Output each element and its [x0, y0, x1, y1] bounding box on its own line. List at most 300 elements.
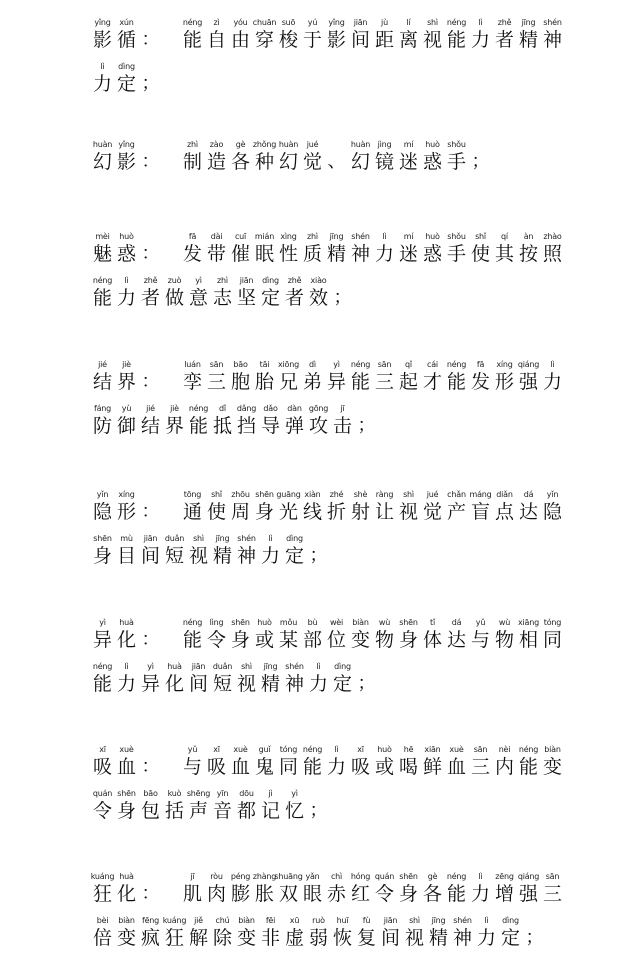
hanzi: ； [141, 73, 160, 94]
hanzi-with-pinyin [212, 403, 233, 438]
hanzi-with-pinyin [212, 533, 233, 568]
colon: ： [141, 243, 160, 264]
hanzi: 精 [428, 927, 448, 949]
hanzi: 手 [446, 151, 466, 173]
pinyin: néng [446, 18, 467, 27]
hanzi-with-pinyin [116, 489, 137, 524]
pinyin: tǐ [430, 618, 435, 627]
hanzi-with-pinyin [260, 788, 281, 823]
hanzi: 视 [422, 29, 442, 51]
pinyin: cuī [234, 232, 247, 241]
entry-meihuo [92, 222, 612, 310]
pinyin: yú [307, 18, 318, 27]
hanzi-with-pinyin [518, 489, 539, 524]
pinyin: tóng [543, 618, 562, 627]
pinyin: shén [351, 232, 370, 241]
pinyin: huò [425, 140, 440, 149]
hanzi-with-pinyin [398, 17, 419, 52]
pinyin: néng [92, 276, 113, 285]
hanzi: 狂 [164, 927, 184, 949]
hanzi-with-pinyin [230, 139, 251, 174]
hanzi: 弱 [308, 927, 328, 949]
hanzi-with-pinyin [326, 17, 347, 52]
hanzi-with-pinyin [206, 17, 227, 52]
pinyin: shè [353, 490, 368, 499]
pinyin: xī [99, 745, 106, 754]
pinyin: shǐ [211, 490, 222, 499]
hanzi: 眠 [254, 243, 274, 265]
hanzi-with-pinyin [398, 139, 419, 174]
pinyin: zào [209, 140, 224, 149]
hanzi-with-pinyin [518, 871, 539, 906]
hanzi: 或 [374, 756, 394, 778]
punctuation [332, 275, 353, 310]
hanzi: 离 [398, 29, 418, 51]
hanzi: 结 [92, 371, 112, 393]
hanzi: 包 [140, 800, 160, 822]
hanzi: 间 [350, 29, 370, 51]
hanzi-with-pinyin [278, 489, 299, 524]
pinyin: shén [543, 18, 562, 27]
entry-line [92, 52, 612, 96]
hanzi: 穿 [254, 29, 274, 51]
pinyin: wù [498, 618, 511, 627]
hanzi: 达 [446, 629, 466, 651]
hanzi: 同 [542, 629, 562, 651]
hanzi-with-pinyin [332, 403, 353, 438]
pinyin: gè [235, 140, 246, 149]
hanzi-with-pinyin [446, 359, 467, 394]
pinyin: cái [427, 360, 438, 369]
hanzi: 身 [92, 545, 112, 567]
entry-line [92, 130, 612, 174]
punctuation [356, 403, 377, 438]
hanzi: 催 [230, 243, 250, 265]
pinyin: guǐ [258, 745, 271, 754]
hanzi-with-pinyin [206, 744, 227, 779]
hanzi: 由 [230, 29, 250, 51]
hanzi: 胞 [230, 371, 250, 393]
hanzi-with-pinyin [494, 231, 515, 266]
pinyin: yǔ [475, 618, 486, 627]
pinyin: xuè [119, 745, 134, 754]
hanzi-with-pinyin [356, 915, 377, 950]
pinyin: lì [478, 872, 483, 881]
hanzi: 力 [326, 756, 346, 778]
pinyin: zhě [287, 276, 302, 285]
pinyin: néng [182, 18, 203, 27]
hanzi: 血 [446, 756, 466, 778]
hanzi-with-pinyin [164, 533, 185, 568]
hanzi: 质 [302, 243, 322, 265]
hanzi-with-pinyin [308, 915, 329, 950]
pinyin: sān [377, 360, 392, 369]
hanzi-with-pinyin [284, 788, 305, 823]
entry-yinxing [92, 480, 612, 568]
hanzi-with-pinyin [452, 915, 473, 950]
pinyin: dōu [239, 789, 254, 798]
entry-kuanghua [92, 862, 612, 950]
pinyin: jiān [239, 276, 254, 285]
hanzi: 循 [116, 29, 136, 51]
pinyin: shǒu [447, 140, 466, 149]
pinyin: néng [188, 404, 209, 413]
hanzi-with-pinyin [92, 661, 113, 696]
hanzi: 能 [518, 756, 538, 778]
pinyin: gè [427, 872, 438, 881]
pinyin: fáng [93, 404, 112, 413]
hanzi: 击 [332, 415, 352, 437]
hanzi-with-pinyin [188, 533, 209, 568]
hanzi-with-pinyin [446, 139, 467, 174]
hanzi: 发 [470, 371, 490, 393]
pinyin: fù [362, 916, 371, 925]
pinyin: yǐn [546, 490, 559, 499]
pinyin: shì [241, 662, 252, 671]
hanzi: 意 [188, 287, 208, 309]
hanzi-with-pinyin [230, 17, 251, 52]
hanzi-with-pinyin [326, 489, 347, 524]
pinyin: xíng [118, 490, 135, 499]
pinyin: néng [446, 872, 467, 881]
entry-line [92, 779, 612, 823]
hanzi: 折 [326, 501, 346, 523]
pinyin: néng [350, 360, 371, 369]
hanzi: 神 [542, 29, 562, 51]
hanzi-with-pinyin [92, 871, 113, 906]
hanzi: 三 [470, 756, 490, 778]
hanzi-with-pinyin [164, 403, 185, 438]
entry-line [92, 862, 612, 906]
pinyin: bāo [143, 789, 158, 798]
hanzi: 物 [494, 629, 514, 651]
hanzi-with-pinyin [116, 915, 137, 950]
pinyin: néng [518, 745, 539, 754]
hanzi-with-pinyin [350, 744, 371, 779]
pinyin: jié [146, 404, 155, 413]
hanzi: 非 [260, 927, 280, 949]
hanzi: 部 [302, 629, 322, 651]
hanzi: 短 [212, 673, 232, 695]
pinyin: zhào [543, 232, 562, 241]
pinyin: zhì [217, 276, 228, 285]
hanzi-with-pinyin [254, 17, 275, 52]
hanzi-with-pinyin [206, 871, 227, 906]
hanzi: 结 [140, 415, 160, 437]
hanzi-with-pinyin [308, 403, 329, 438]
pinyin: dìng [334, 662, 351, 671]
hanzi: 双 [278, 883, 298, 905]
hanzi-with-pinyin [236, 788, 257, 823]
hanzi-with-pinyin [140, 275, 161, 310]
hanzi: 化 [116, 883, 136, 905]
hanzi: 异 [140, 673, 160, 695]
hanzi-with-pinyin [470, 17, 491, 52]
pinyin: néng [92, 662, 113, 671]
hanzi: 虚 [284, 927, 304, 949]
pinyin: yǔ [187, 745, 198, 754]
hanzi-with-pinyin [140, 788, 161, 823]
hanzi: 或 [254, 629, 274, 651]
hanzi-with-pinyin [422, 871, 443, 906]
pinyin: ruò [312, 916, 325, 925]
hanzi: 惑 [116, 243, 136, 265]
hanzi: 力 [470, 29, 490, 51]
hanzi-with-pinyin [116, 275, 137, 310]
pinyin: shǒu [447, 232, 466, 241]
hanzi-with-pinyin [92, 403, 113, 438]
hanzi-with-pinyin [116, 359, 137, 394]
hanzi-with-pinyin [284, 403, 305, 438]
pinyin: mǒu [279, 618, 298, 627]
pinyin: zì [213, 18, 220, 27]
pinyin: lì [478, 18, 483, 27]
hanzi-with-pinyin [302, 139, 323, 174]
hanzi-with-pinyin [116, 661, 137, 696]
hanzi: 血 [230, 756, 250, 778]
pinyin: dài [210, 232, 223, 241]
pinyin: zuò [167, 276, 182, 285]
pinyin: dǐ [219, 404, 226, 413]
hanzi-with-pinyin [278, 231, 299, 266]
hanzi: 于 [302, 29, 322, 51]
pinyin: yǐng [328, 18, 345, 27]
hanzi: 志 [212, 287, 232, 309]
hanzi: 影 [116, 151, 136, 173]
pinyin: lì [382, 232, 387, 241]
hanzi-with-pinyin [212, 915, 233, 950]
pinyin: ròu [210, 872, 223, 881]
hanzi-with-pinyin [374, 231, 395, 266]
entry-yingxun [92, 8, 612, 96]
hanzi: 种 [254, 151, 274, 173]
hanzi-with-pinyin [260, 403, 281, 438]
pinyin: jīng [329, 232, 344, 241]
pinyin: zhōu [231, 490, 250, 499]
hanzi-with-pinyin [182, 231, 203, 266]
hanzi: ； [357, 415, 376, 436]
hanzi: 效 [308, 287, 328, 309]
entry-line [92, 350, 612, 394]
pinyin: zhì [187, 140, 198, 149]
hanzi: 红 [350, 883, 370, 905]
hanzi: 化 [116, 629, 136, 651]
hanzi: 带 [206, 243, 226, 265]
hanzi: 三 [206, 371, 226, 393]
hanzi-with-pinyin [212, 661, 233, 696]
hanzi: 强 [518, 883, 538, 905]
pinyin: shì [409, 916, 420, 925]
pinyin: jué [426, 490, 439, 499]
hanzi-with-pinyin [374, 744, 395, 779]
punctuation [140, 61, 161, 96]
hanzi: ； [309, 800, 328, 821]
hanzi: 惑 [422, 151, 442, 173]
pinyin: kuò [167, 789, 182, 798]
pinyin: néng [302, 745, 323, 754]
pinyin: jì [268, 789, 273, 798]
hanzi-with-pinyin [470, 359, 491, 394]
pinyin: jiān [143, 534, 158, 543]
hanzi: 短 [164, 545, 184, 567]
pinyin: shén [285, 662, 304, 671]
hanzi: 御 [116, 415, 136, 437]
pinyin: kuáng [90, 872, 115, 881]
hanzi-with-pinyin [92, 139, 113, 174]
hanzi-with-pinyin [212, 275, 233, 310]
colon: ： [141, 29, 160, 50]
hanzi-with-pinyin [140, 403, 161, 438]
pinyin: qiáng [517, 872, 540, 881]
hanzi-with-pinyin [308, 275, 329, 310]
hanzi-with-pinyin [398, 231, 419, 266]
hanzi-with-pinyin [278, 139, 299, 174]
hanzi-with-pinyin [374, 17, 395, 52]
hanzi-with-pinyin [274, 871, 303, 906]
pinyin: xiān [424, 745, 441, 754]
hanzi-with-pinyin [116, 403, 137, 438]
hanzi-with-pinyin [326, 871, 347, 906]
hanzi-with-pinyin [476, 915, 497, 950]
hanzi: ； [309, 545, 328, 566]
entry-line [92, 480, 612, 524]
hanzi-with-pinyin [308, 661, 329, 696]
entry-line [92, 222, 612, 266]
hanzi: 防 [92, 415, 112, 437]
pinyin: fā [188, 232, 197, 241]
hanzi: 挡 [236, 415, 256, 437]
entry-line [92, 8, 612, 52]
hanzi-with-pinyin [206, 617, 227, 652]
pinyin: dìng [118, 62, 135, 71]
hanzi: 能 [92, 287, 112, 309]
hanzi: 复 [356, 927, 376, 949]
hanzi-with-pinyin [374, 359, 395, 394]
pinyin: lì [550, 360, 555, 369]
hanzi: 制 [182, 151, 202, 173]
hanzi-with-pinyin [236, 275, 257, 310]
hanzi: 倍 [92, 927, 112, 949]
entry-xixue [92, 735, 612, 823]
pinyin: duǎn [164, 534, 185, 543]
hanzi: 能 [302, 756, 322, 778]
hanzi: 物 [374, 629, 394, 651]
hanzi-with-pinyin [350, 489, 371, 524]
hanzi: 能 [182, 29, 202, 51]
hanzi-with-pinyin [494, 617, 515, 652]
hanzi: 影 [92, 29, 112, 51]
pinyin: huà [167, 662, 182, 671]
pinyin: duǎn [212, 662, 233, 671]
hanzi: 吸 [350, 756, 370, 778]
pinyin: àn [523, 232, 534, 241]
hanzi-with-pinyin [350, 17, 371, 52]
pinyin: shén [453, 916, 472, 925]
pinyin: huà [119, 618, 134, 627]
pinyin: sān [473, 745, 488, 754]
hanzi: 界 [164, 415, 184, 437]
hanzi: 疯 [140, 927, 160, 949]
hanzi-with-pinyin [494, 871, 515, 906]
pinyin: xìng [280, 232, 297, 241]
hanzi-with-pinyin [494, 17, 515, 52]
hanzi-with-pinyin [254, 744, 275, 779]
hanzi: 力 [470, 883, 490, 905]
hanzi-with-pinyin [446, 17, 467, 52]
hanzi: 让 [374, 501, 394, 523]
hanzi-with-pinyin [116, 871, 137, 906]
hanzi-with-pinyin [518, 617, 539, 652]
hanzi-with-pinyin [254, 231, 275, 266]
pinyin: diǎn [496, 490, 513, 499]
hanzi-with-pinyin [254, 359, 275, 394]
entry-line [92, 906, 612, 950]
hanzi-with-pinyin [92, 61, 113, 96]
hanzi: 异 [92, 629, 112, 651]
pinyin: xuè [449, 745, 464, 754]
pinyin: mèi [95, 232, 110, 241]
hanzi-with-pinyin [518, 231, 539, 266]
hanzi: 赤 [326, 883, 346, 905]
pinyin: ràng [375, 490, 394, 499]
hanzi-with-pinyin [542, 17, 563, 52]
pinyin: lì [100, 62, 105, 71]
hanzi: 性 [278, 243, 298, 265]
hanzi: 某 [278, 629, 298, 651]
hanzi: 精 [212, 545, 232, 567]
pinyin: yǐng [118, 140, 135, 149]
hanzi-with-pinyin [302, 17, 323, 52]
hanzi-with-pinyin [404, 915, 425, 950]
hanzi-with-pinyin [92, 17, 113, 52]
hanzi-with-pinyin [188, 915, 209, 950]
hanzi: 迷 [398, 151, 418, 173]
pinyin: jiè [170, 404, 179, 413]
pinyin: jīng [263, 662, 278, 671]
pinyin: jīng [431, 916, 446, 925]
pinyin: wù [378, 618, 391, 627]
hanzi-with-pinyin [500, 915, 521, 950]
hanzi: 周 [230, 501, 250, 523]
punctuation [308, 788, 329, 823]
hanzi: 间 [188, 673, 208, 695]
hanzi-with-pinyin [494, 359, 515, 394]
hanzi: 才 [422, 371, 442, 393]
pinyin: yǐn [96, 490, 109, 499]
hanzi: 达 [518, 501, 538, 523]
hanzi: 与 [470, 629, 490, 651]
hanzi-with-pinyin [92, 533, 113, 568]
pinyin: shén [237, 534, 256, 543]
hanzi: 镜 [374, 151, 394, 173]
hanzi-with-pinyin [326, 231, 347, 266]
hanzi: 力 [308, 673, 328, 695]
hanzi: 坚 [236, 287, 256, 309]
hanzi-with-pinyin [350, 871, 371, 906]
hanzi: 身 [398, 629, 418, 651]
hanzi-with-pinyin [518, 744, 539, 779]
hanzi-with-pinyin [398, 744, 419, 779]
pinyin: zēng [495, 872, 514, 881]
pinyin: huàn [92, 140, 113, 149]
hanzi-with-pinyin [284, 533, 305, 568]
pinyin: péng [230, 872, 251, 881]
hanzi: 手 [446, 243, 466, 265]
hanzi-with-pinyin [284, 915, 305, 950]
pinyin: hē [403, 745, 414, 754]
hanzi: 视 [188, 545, 208, 567]
hanzi-with-pinyin [302, 744, 323, 779]
